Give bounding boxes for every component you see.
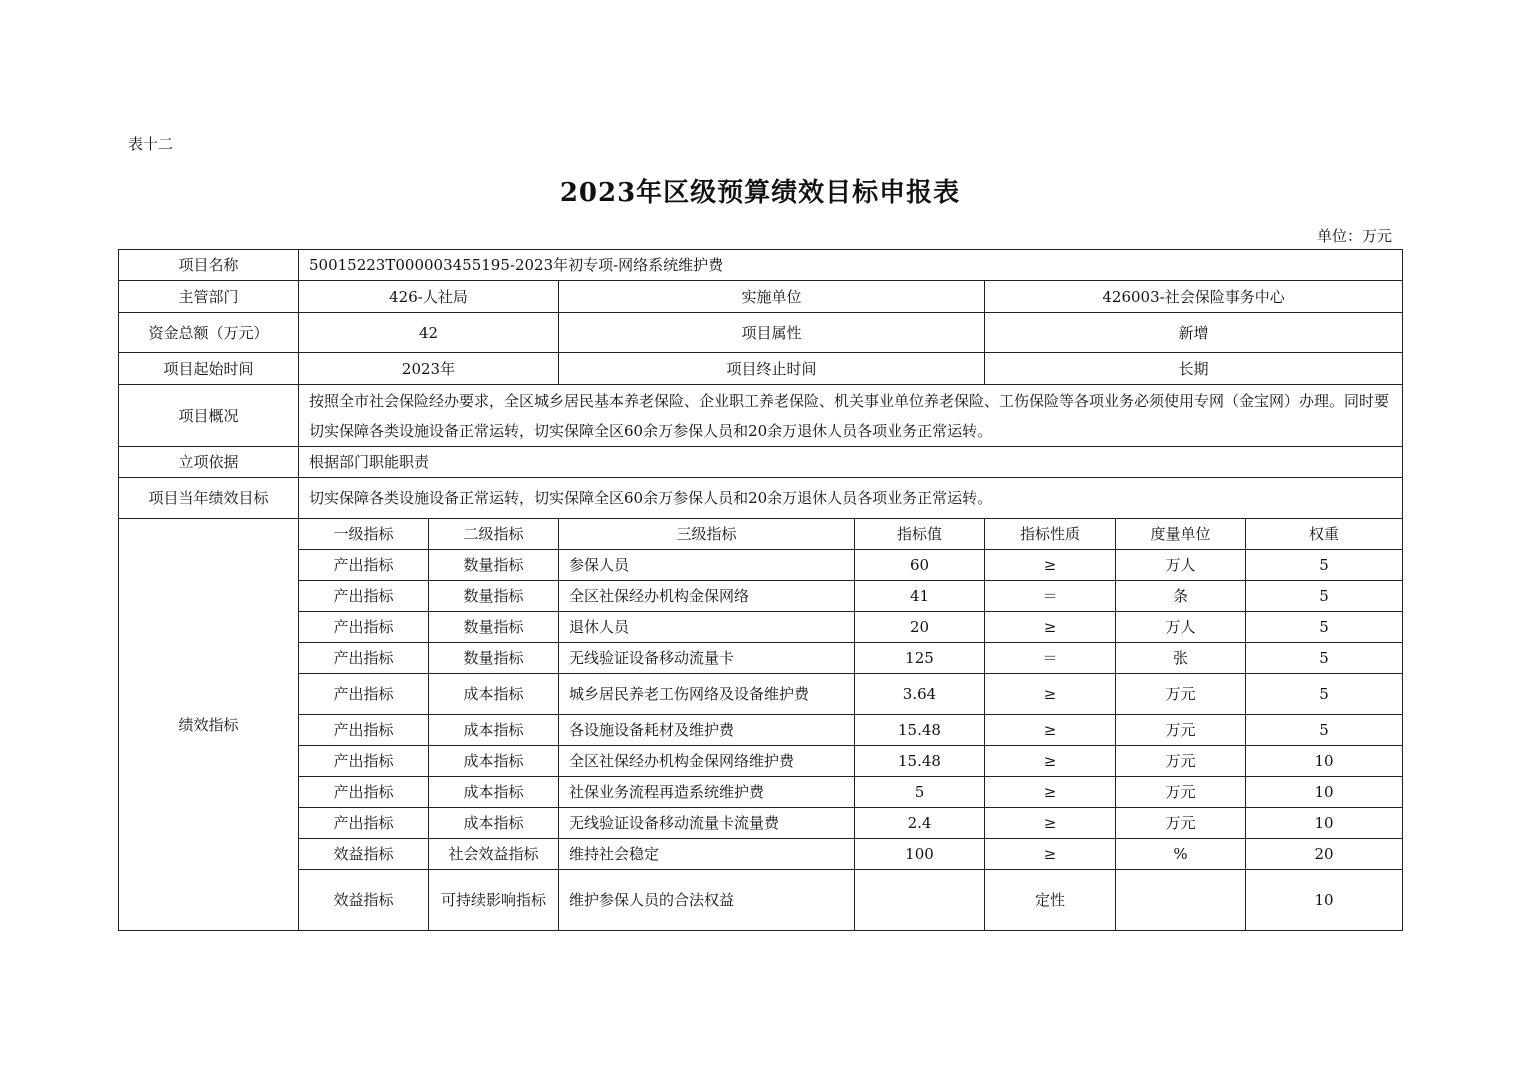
table-row <box>119 777 1403 808</box>
cell-nature: ＝ <box>985 643 1116 674</box>
indicator-header-row <box>119 519 1403 550</box>
cell-value: 20 <box>855 612 985 643</box>
indicator-section-label: 绩效指标 <box>119 519 299 931</box>
table-row <box>119 839 1403 870</box>
cell-weight: 5 <box>1246 612 1403 643</box>
cell-level1: 效益指标 <box>299 870 429 931</box>
row-basis <box>119 447 1403 478</box>
end-label: 项目终止时间 <box>559 353 985 385</box>
cell-level3: 无线验证设备移动流量卡流量费 <box>559 808 855 839</box>
cell-level3: 各设施设备耗材及维护费 <box>559 715 855 746</box>
start-label: 项目起始时间 <box>119 353 299 385</box>
cell-level2: 数量指标 <box>429 612 559 643</box>
attr-value: 新增 <box>985 313 1403 353</box>
table-row <box>119 550 1403 581</box>
cell-level1: 产出指标 <box>299 581 429 612</box>
table-row <box>119 715 1403 746</box>
cell-level3: 全区社保经办机构金保网络维护费 <box>559 746 855 777</box>
unit-label: 单位：万元 <box>1316 227 1392 245</box>
table-row <box>119 870 1403 931</box>
goal-value: 切实保障各类设施设备正常运转，切实保障全区60余万参保人员和20余万退休人员各项业务正常运转。 <box>299 478 1403 519</box>
cell-value: 3.64 <box>855 674 985 715</box>
cell-level3: 参保人员 <box>559 550 855 581</box>
overview-label: 项目概况 <box>119 385 299 447</box>
cell-level1: 产出指标 <box>299 777 429 808</box>
report-table <box>118 249 1403 931</box>
row-period <box>119 353 1403 385</box>
cell-weight: 5 <box>1246 674 1403 715</box>
cell-level1: 产出指标 <box>299 808 429 839</box>
cell-level1: 效益指标 <box>299 839 429 870</box>
cell-nature: ≥ <box>985 839 1116 870</box>
cell-level3: 城乡居民养老工伤网络及设备维护费 <box>559 674 855 715</box>
cell-nature: ≥ <box>985 746 1116 777</box>
cell-level2: 数量指标 <box>429 581 559 612</box>
cell-level3: 社保业务流程再造系统维护费 <box>559 777 855 808</box>
table-row <box>119 612 1403 643</box>
cell-level2: 成本指标 <box>429 808 559 839</box>
cell-value <box>855 870 985 931</box>
cell-nature: ≥ <box>985 612 1116 643</box>
cell-level2: 成本指标 <box>429 674 559 715</box>
cell-level3: 无线验证设备移动流量卡 <box>559 643 855 674</box>
cell-level3: 退休人员 <box>559 612 855 643</box>
cell-value: 100 <box>855 839 985 870</box>
cell-value: 41 <box>855 581 985 612</box>
cell-weight: 10 <box>1246 746 1403 777</box>
col-header-level3: 三级指标 <box>559 519 855 550</box>
project-name-value: 50015223T000003455195-2023年初专项-网络系统维护费 <box>299 250 1403 281</box>
end-value: 长期 <box>985 353 1403 385</box>
cell-value: 60 <box>855 550 985 581</box>
row-project-name <box>119 250 1403 281</box>
cell-nature: 定性 <box>985 870 1116 931</box>
impl-label: 实施单位 <box>559 281 985 313</box>
basis-label: 立项依据 <box>119 447 299 478</box>
cell-level2: 社会效益指标 <box>429 839 559 870</box>
cell-value: 5 <box>855 777 985 808</box>
col-header-level1: 一级指标 <box>299 519 429 550</box>
cell-level2: 数量指标 <box>429 550 559 581</box>
attr-label: 项目属性 <box>559 313 985 353</box>
cell-weight: 5 <box>1246 643 1403 674</box>
cell-value: 2.4 <box>855 808 985 839</box>
cell-unit: 万元 <box>1116 746 1246 777</box>
basis-value: 根据部门职能职责 <box>299 447 1403 478</box>
impl-value: 426003-社会保险事务中心 <box>985 281 1403 313</box>
cell-nature: ≥ <box>985 550 1116 581</box>
cell-unit <box>1116 870 1246 931</box>
table-row <box>119 643 1403 674</box>
col-header-value: 指标值 <box>855 519 985 550</box>
overview-value: 按照全市社会保险经办要求，全区城乡居民基本养老保险、企业职工养老保险、机关事业单位养老保险、工伤保险等各项业务必须使用专网（金宝网）办理。同时要切实保障各类设施设备正常运转，切实保障全区60余万参保人员和20余万退休人员各项业务正常运转。 <box>299 385 1403 447</box>
fund-value: 42 <box>299 313 559 353</box>
cell-nature: ≥ <box>985 808 1116 839</box>
cell-weight: 10 <box>1246 777 1403 808</box>
start-value: 2023年 <box>299 353 559 385</box>
cell-unit: 张 <box>1116 643 1246 674</box>
cell-level3: 维护参保人员的合法权益 <box>559 870 855 931</box>
cell-level1: 产出指标 <box>299 612 429 643</box>
cell-unit: 万人 <box>1116 550 1246 581</box>
cell-value: 15.48 <box>855 715 985 746</box>
cell-level2: 成本指标 <box>429 777 559 808</box>
col-header-unit: 度量单位 <box>1116 519 1246 550</box>
cell-level2: 成本指标 <box>429 746 559 777</box>
cell-weight: 5 <box>1246 715 1403 746</box>
cell-level1: 产出指标 <box>299 715 429 746</box>
cell-nature: ＝ <box>985 581 1116 612</box>
cell-weight: 10 <box>1246 808 1403 839</box>
cell-level2: 成本指标 <box>429 715 559 746</box>
fund-label: 资金总额（万元） <box>119 313 299 353</box>
dept-label: 主管部门 <box>119 281 299 313</box>
cell-unit: 条 <box>1116 581 1246 612</box>
cell-weight: 10 <box>1246 870 1403 931</box>
cell-value: 15.48 <box>855 746 985 777</box>
cell-level3: 维持社会稳定 <box>559 839 855 870</box>
cell-unit: 万元 <box>1116 777 1246 808</box>
cell-nature: ≥ <box>985 674 1116 715</box>
table-row <box>119 746 1403 777</box>
cell-weight: 20 <box>1246 839 1403 870</box>
table-row <box>119 808 1403 839</box>
row-dept <box>119 281 1403 313</box>
cell-weight: 5 <box>1246 550 1403 581</box>
cell-unit: 万人 <box>1116 612 1246 643</box>
cell-level1: 产出指标 <box>299 643 429 674</box>
dept-value: 426-人社局 <box>299 281 559 313</box>
page-title: 2023年区级预算绩效目标申报表 <box>559 178 961 208</box>
col-header-weight: 权重 <box>1246 519 1403 550</box>
cell-value: 125 <box>855 643 985 674</box>
cell-nature: ≥ <box>985 777 1116 808</box>
cell-nature: ≥ <box>985 715 1116 746</box>
cell-level3: 全区社保经办机构金保网络 <box>559 581 855 612</box>
cell-level1: 产出指标 <box>299 746 429 777</box>
cell-level2: 可持续影响指标 <box>429 870 559 931</box>
col-header-nature: 指标性质 <box>985 519 1116 550</box>
cell-unit: 万元 <box>1116 674 1246 715</box>
cell-unit: % <box>1116 839 1246 870</box>
project-name-label: 项目名称 <box>119 250 299 281</box>
row-goal <box>119 478 1403 519</box>
cell-unit: 万元 <box>1116 715 1246 746</box>
cell-weight: 5 <box>1246 581 1403 612</box>
col-header-level2: 二级指标 <box>429 519 559 550</box>
row-overview <box>119 385 1403 447</box>
row-fund <box>119 313 1403 353</box>
cell-level1: 产出指标 <box>299 674 429 715</box>
table-row <box>119 581 1403 612</box>
table-row <box>119 674 1403 715</box>
table-number: 表十二 <box>128 135 174 153</box>
cell-level1: 产出指标 <box>299 550 429 581</box>
cell-unit: 万元 <box>1116 808 1246 839</box>
cell-level2: 数量指标 <box>429 643 559 674</box>
goal-label: 项目当年绩效目标 <box>119 478 299 519</box>
